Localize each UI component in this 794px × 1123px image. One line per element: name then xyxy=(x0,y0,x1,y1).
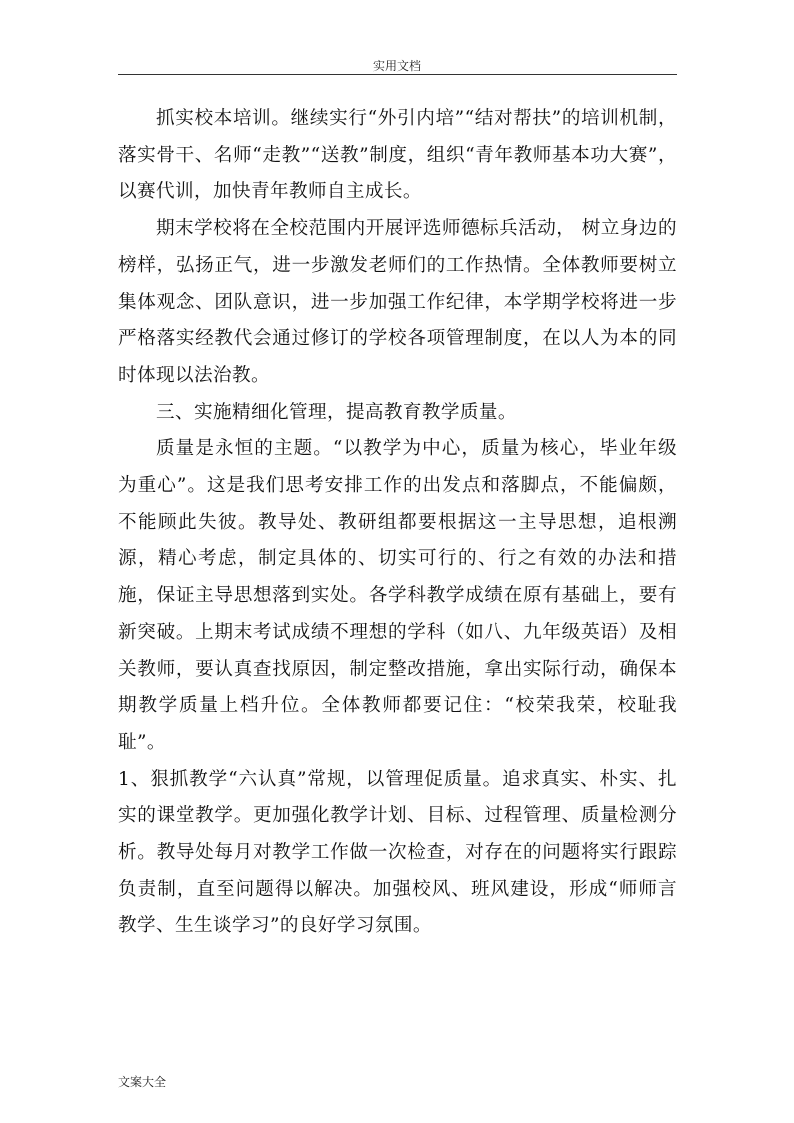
document-body xyxy=(118,101,677,945)
paragraph-item-1: 1、狠抓教学“六认真”常规，以管理促质量。追求真实、朴实、扎实的课堂教学。更加强化教学计划、目标、过程管理、质量检测分析。教导处每月对教学工作做一次检查，对存在的问题将实行跟踪负责制，直至问题得以解决。加强校风、班风建设，形成“师师言教学、生生谈学习”的良好学习氛围。 xyxy=(118,768,677,937)
paragraph-ethics-model: 期末学校将在全校范围内开展评选师德标兵活动， 树立身边的榜样，弘扬正气，进一步激发老师们的工作热情。全体教师要树立集体观念、团队意识，进一步加强工作纪律，本学期学校将进一步严格落实经教代会通过修订的学校各项管理制度，在以人为本的同时体现以法治教。 xyxy=(118,218,677,386)
paragraph-training: 抓实校本培训。继续实行“外引内培”“结对帮扶”的培训机制，落实骨干、名师“走教”“送教”制度，组织“青年教师基本功大赛”，以赛代训，加快青年教师自主成长。 xyxy=(118,108,677,203)
paragraph-quality-theme: 质量是永恒的主题。“以教学为中心，质量为核心，毕业年级为重心”。这是我们思考安排工作的出发点和落脚点，不能偏颇，不能顾此失彼。教导处、教研组都要根据这一主导思想，追根溯源，精心考虑，制定具体的、切实可行的、行之有效的办法和措施，保证主导思想落到实处。各学科教学成绩在原有基础上，要有新突破。上期末考试成绩不理想的学科（如八、九年级英语）及相关教师，要认真查找原因，制定整改措施，拿出实际行动，确保本期教学质量上档升位。全体教师都要记住：“校荣我荣，校耻我耻”。 xyxy=(118,438,677,753)
section-heading-quality: 三、实施精细化管理，提高教育教学质量。 xyxy=(156,401,517,423)
header-divider xyxy=(118,74,677,75)
page-header-title: 实用文档 xyxy=(372,59,421,73)
page-footer-text: 文案大全 xyxy=(118,1075,167,1089)
